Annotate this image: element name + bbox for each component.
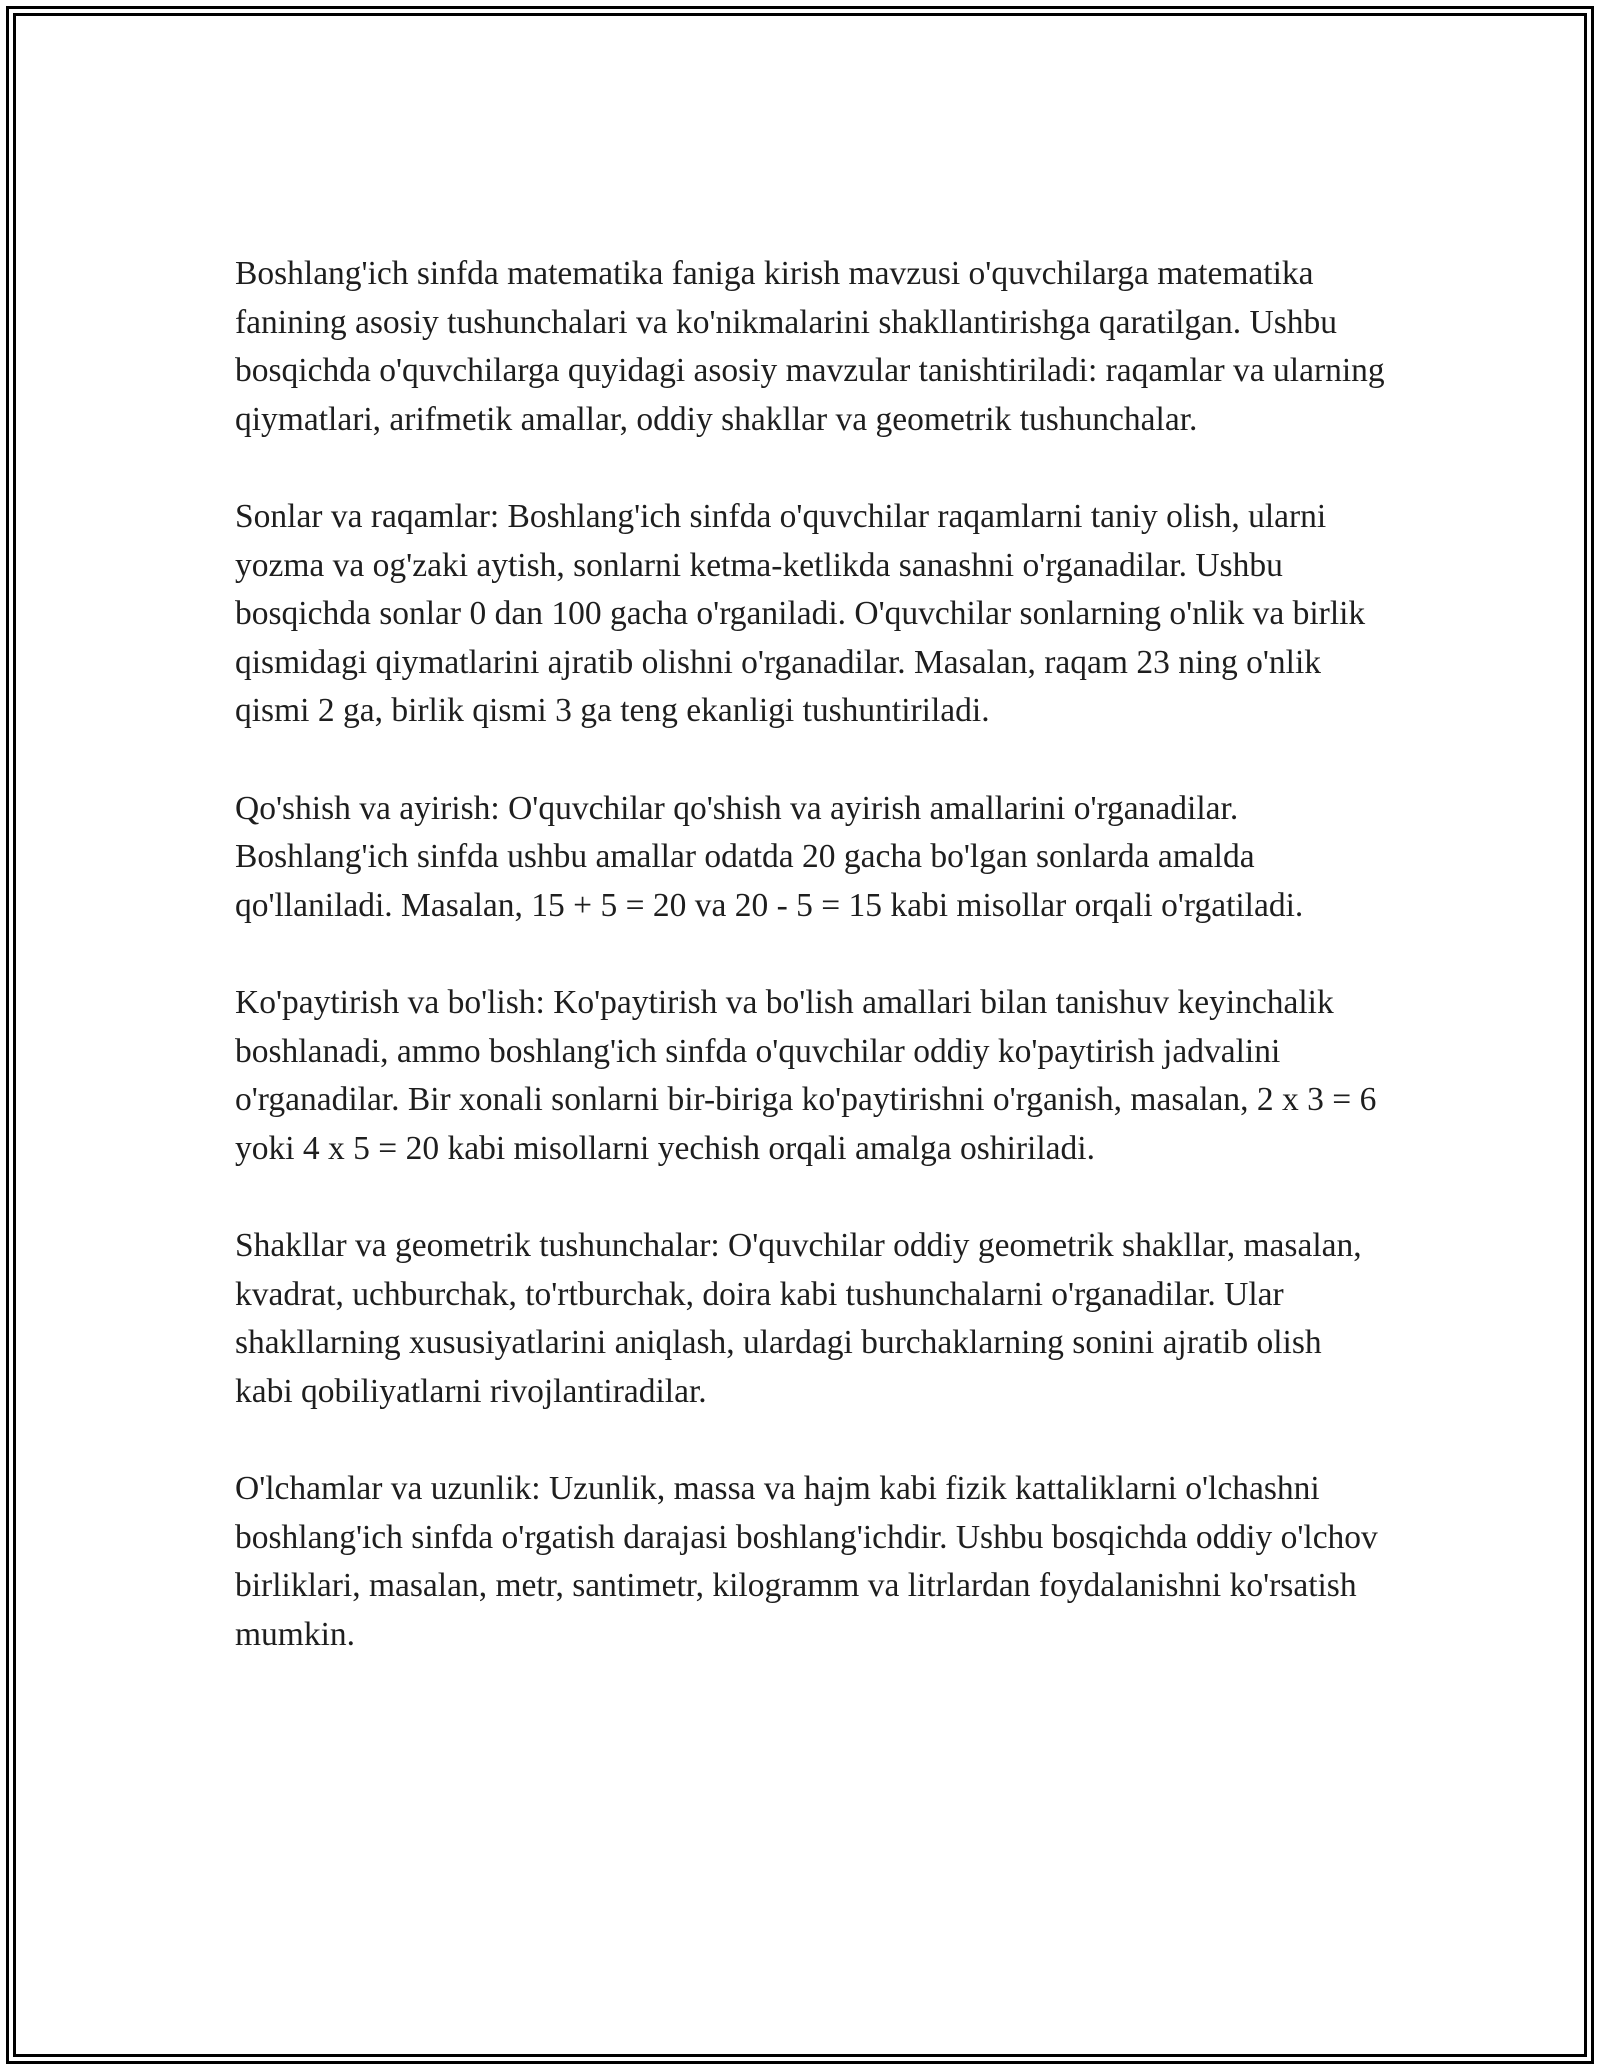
paragraph-addition-subtraction: Qo'shish va ayirish: O'quvchilar qo'shish va ayirish amallarini o'rganadilar. Boshlang'ich sinfda ushbu amallar odatda 20 gacha bo'lgan sonlarda amalda qo'llaniladi. Masalan, 15 + 5 = 20 va 20 - 5 = 15 kabi misollar orqali o'rgatiladi.	[235, 789, 1304, 924]
paragraph-intro: Boshlang'ich sinfda matematika faniga kirish mavzusi o'quvchilarga matematika fanining asosiy tushunchalari va ko'nikmalarini shakllantirishga qaratilgan. Ushbu bosqichda o'quvchilarga quyidagi asosiy mavzular tanishtiriladi: raqamlar va ularning qiymatlari, arifmetik amallar, oddiy shakllar va geometrik tushunchalar.	[235, 255, 1385, 438]
paragraph-measurements: O'lchamlar va uzunlik: Uzunlik, massa va hajm kabi fizik kattaliklarni o'lchashni boshlang'ich sinfda o'rgatish darajasi boshlang'ichdir. Ushbu bosqichda oddiy o'lchov birliklari, masalan, metr, santimetr, kilogramm va litrlardan foydalanishni ko'rsatish mumkin.	[235, 1470, 1378, 1653]
paragraph-numbers: Sonlar va raqamlar: Boshlang'ich sinfda o'quvchilar raqamlarni taniy olish, ularni yozma va og'zaki aytish, sonlarni ketma-ketlikda sanashni o'rganadilar. Ushbu bosqichda sonlar 0 dan 100 gacha o'rganiladi. O'quvchilar sonlarning o'nlik va birlik qismidagi qiymatlarini ajratib olishni o'rganadilar. Masalan, raqam 23 ning o'nlik qismi 2 ga, birlik qismi 3 ga teng ekanligi tushuntiriladi.	[235, 498, 1366, 729]
paragraph-geometry: Shakllar va geometrik tushunchalar: O'quvchilar oddiy geometrik shakllar, masalan, kvadrat, uchburchak, to'rtburchak, doira kabi tushunchalarni o'rganadilar. Ular shakllarning xususiyatlarini aniqlash, ulardagi burchaklarning sonini ajratib olish kabi qobiliyatlarni rivojlantiradilar.	[235, 1227, 1362, 1410]
paragraph-multiplication-division: Ko'paytirish va bo'lish: Ko'paytirish va bo'lish amallari bilan tanishuv keyinchalik boshlanadi, ammo boshlang'ich sinfda o'quvchilar oddiy ko'paytirish jadvalini o'rganadilar. Bir xonali sonlarni bir-biriga ko'paytirishni o'rganish, masalan, 2 x 3 = 6 yoki 4 x 5 = 20 kabi misollarni yechish orqali amalga oshiriladi.	[235, 984, 1377, 1167]
document-body	[235, 250, 1385, 1659]
